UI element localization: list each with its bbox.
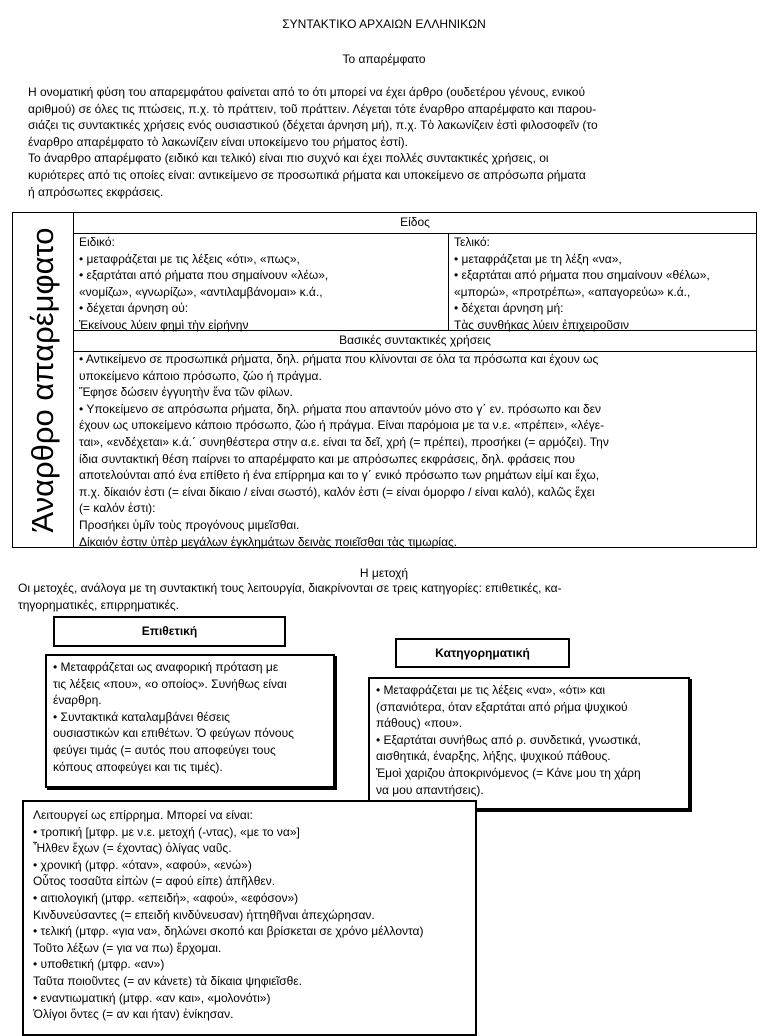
text-line: Τοῦτο λέξων (= για να πω) ἔρχομαι. xyxy=(33,940,222,955)
text-line: • Μεταφράζεται ως αναφορική πρόταση με xyxy=(53,660,279,674)
section-title-participle: Η μετοχή xyxy=(359,566,409,580)
text-line: Ειδικό: xyxy=(79,235,115,249)
section-title-infinitive: Το απαρέμφατο xyxy=(342,52,426,66)
text-line: • εξαρτάται από ρήματα που σημαίνουν «λέω», xyxy=(79,268,329,283)
text-line: • Μεταφράζεται με τις λέξεις «να», «ότι» και xyxy=(376,683,606,697)
page-title: ΣΥΝΤΑΚΤΙΚΟ ΑΡΧΑΙΩΝ ΕΛΛΗΝΙΚΩΝ xyxy=(282,17,486,31)
text-line: • Υποκείμενο σε απρόσωπα ρήματα, δηλ. ρήματα που απαντούν μόνο στο γ΄ εν. πρόσωπο και δεν xyxy=(79,401,601,416)
text-line: • μεταφράζεται με τη λέξη «να», xyxy=(454,251,622,266)
text-line: τις λέξεις «που», «ο οποίος». Συνήθως είναι xyxy=(53,676,287,691)
table-cell-uses xyxy=(74,351,756,550)
predicative-box xyxy=(368,677,690,810)
text-line: Ἦλθεν ἔχων (= έχοντας) ὀλίγας ναῦς. xyxy=(33,841,232,856)
text-line: κυριότερες από τις οποίες είναι: αντικείμενο σε προσωπικά ρήματα και υποκείμενο σε απρόσωπα ρήματα xyxy=(28,167,586,182)
text-line: π.χ. δίκαιόν ἐστι (= είναι δίκαιο / είναι σωστό), καλόν ἐστι (= είναι όμορφο / είναι καλό), καλῶς ἔχει xyxy=(79,484,595,499)
text-line: να μου απαντήσεις). xyxy=(376,782,484,797)
text-line: φεύγει τιμάς (= αυτός που αποφεύγει τους xyxy=(53,742,276,757)
text-line: «μπορώ», «προτρέπω», «απαγορεύω» κ.ά., xyxy=(454,284,691,299)
text-line: (= καλόν ἐστι): xyxy=(79,501,156,516)
table-side-label: Άναρθρο απαρέμφατο xyxy=(25,227,60,533)
predicative-label: Κατηγορηματική xyxy=(395,638,570,668)
text-line: • τροπική [μτφρ. με ν.ε. μετοχή (-ντας), «με το να»] xyxy=(33,824,300,839)
text-line: Ἔφησε δώσειν ἐγγυητὴν ἕνα τῶν φίλων. xyxy=(79,385,293,400)
text-line: πάθους) «που». xyxy=(376,716,463,731)
text-line: Ἐκείνους λύειν φημὶ τὴν εἰρήνην xyxy=(79,317,249,332)
text-line: αποτελούνται από ένα επίθετο ή ένα επίρρημα και το γ΄ ενικό πρόσωπο των ρημάτων εἰμί και ἔχω, xyxy=(79,468,600,483)
text-line: • Αντικείμενο σε προσωπικά ρήματα, δηλ. ρήματα που κλίνονται σε όλα τα πρόσωπα και έχουν ως xyxy=(79,352,599,366)
text-line: Οὗτος τοσαῦτα εἰπὼν (= αφού είπε) ἀπῆλθεν. xyxy=(33,874,276,889)
text-line: • αιτιολογική (μτφρ. «επειδή», «αφού», «εφόσον») xyxy=(33,890,299,905)
text-line: ίδια συντακτική θέση παίρνει το απαρέμφατο και με απρόσωπες εκφράσεις, δηλ. φράσεις που xyxy=(79,451,575,466)
table-cell-specific xyxy=(74,234,449,331)
table-cell-final xyxy=(449,234,756,331)
text-line: • χρονική (μτφρ. «όταν», «αφού», «ενώ») xyxy=(33,857,252,872)
text-line: Η ονοματική φύση του απαρεμφάτου φαίνεται από το ότι μπορεί να έχει άρθρο (ουδετέρου γένους, ενικού xyxy=(28,85,586,99)
adverbial-box xyxy=(22,800,477,1036)
text-line: έχουν ως υποκείμενο κάποιο πρόσωπο, ζώο ή πράγμα. Είναι παρόμοια με τα ν.ε. «πρέπει», «λέγε- xyxy=(79,418,605,433)
text-line: • μεταφράζεται με τις λέξεις «ότι», «πως», xyxy=(79,251,300,266)
text-line: Ὀλίγοι ὄντες (= αν και ήταν) ἐνίκησαν. xyxy=(33,1007,234,1022)
text-line: Τελικό: xyxy=(454,235,490,249)
text-line: ουσιαστικών και επιθέτων. Ὁ φεύγων πόνους xyxy=(53,726,294,741)
text-line: Το άναρθρο απαρέμφατο (ειδικό και τελικό) είναι πιο συχνό και έχει πολλές συντακτικές χρήσεις, οι xyxy=(28,151,549,166)
text-line: τηγορηματικές, επιρρηματικές. xyxy=(18,597,179,612)
text-line: σιάζει τις συντακτικές χρήσεις ενός ουσιαστικού (δέχεται άρνηση μή), π.χ. Τὸ λακωνίζειν ἐστὶ φιλοσοφεῖν (το xyxy=(28,118,598,133)
text-line: • τελική (μτφρ. «για να», δηλώνει σκοπό και βρίσκεται σε χρόνο μέλλοντα) xyxy=(33,924,424,939)
table-header-uses: Βασικές συντακτικές χρήσεις xyxy=(74,332,756,352)
text-line: Οι μετοχές, ανάλογα με τη συντακτική τους λειτουργία, διακρίνονται σε τρεις κατηγορίες: επιθετικές, κα- xyxy=(18,581,562,595)
text-line: υποκείμενο κάποιο πρόσωπο, ζώο ή πράγμα. xyxy=(79,368,322,383)
infinitive-table xyxy=(74,212,757,548)
text-line: Προσήκει ὑμῖν τοὺς προγόνους μιμεῖσθαι. xyxy=(79,517,300,532)
intro-paragraph xyxy=(28,84,748,200)
text-line: (σπανιότερα, όταν εξαρτάται από ρήμα ψυχικού xyxy=(376,699,628,714)
text-line: ται», «ενδέχεται» κ.ά.΄ συνηθέστερα στην α.ε. είναι τα δεῖ, χρή (= πρέπει), προσήκει (= αρμόζει). Την xyxy=(79,434,609,449)
text-line: Ἐμοὶ χαριζου ἀποκρινόμενος (= Κάνε μου τη χάρη xyxy=(376,765,641,780)
text-line: • εξαρτάται από ρήματα που σημαίνουν «θέλω», xyxy=(454,268,710,283)
attributive-label: Επιθετική xyxy=(53,616,286,647)
text-line: αριθμού) σε όλες τις πτώσεις, π.χ. τὸ πράττειν, τοῦ πράττειν. Λέγεται τότε έναρθρο απαρέμφατο και παρου- xyxy=(28,101,597,116)
text-line: έναρθρη. xyxy=(53,693,102,708)
table-header-kind: Είδος xyxy=(74,214,756,234)
text-line: Λειτουργεί ως επίρρημα. Μπορεί να είναι: xyxy=(33,808,253,822)
text-line: Κινδυνεύσαντες (= επειδή κινδύνευσαν) ἡττηθῆναι ἀπεχώρησαν. xyxy=(33,907,375,922)
text-line: Ταῦτα ποιοῦντες (= αν κάνετε) τὰ δίκαια ψηφιεῖσθε. xyxy=(33,973,302,988)
table-side-label-cell xyxy=(12,212,74,548)
attributive-box xyxy=(45,654,335,788)
text-line: Τὰς συνθήκας λύειν ἐπιχειροῦσιν xyxy=(454,317,629,332)
text-line: ή απρόσωπες εκφράσεις. xyxy=(28,184,164,199)
text-line: Δίκαιόν ἐστιν ὑπὲρ μεγάλων ἐγκλημάτων δεινὰς ποιεῖσθαι τὰς τιμωρίας. xyxy=(79,534,458,549)
text-line: «νομίζω», «γνωρίζω», «αντιλαμβάνομαι» κ.ά., xyxy=(79,284,323,299)
text-line: • εναντιωματική (μτφρ. «αν και», «μολονότι») xyxy=(33,990,271,1005)
text-line: κόπους αποφεύγει και τις τιμές). xyxy=(53,759,223,774)
text-line: • δέχεται άρνηση οὐ: xyxy=(79,301,189,316)
text-line: • υποθετική (μτφρ. «αν») xyxy=(33,957,165,972)
participle-intro xyxy=(18,580,748,613)
text-line: έναρθρο απαρέμφατο τὸ λακωνίζειν είναι υποκείμενο του ρήματος ἐστί). xyxy=(28,134,408,149)
text-line: • Συντακτικά καταλαμβάνει θέσεις xyxy=(53,709,230,724)
text-line: • δέχεται άρνηση μή: xyxy=(454,301,564,316)
text-line: • Εξαρτάται συνήθως από ρ. συνδετικά, γνωστικά, xyxy=(376,732,641,747)
text-line: αισθητικά, έναρξης, λήξης, ψυχικού πάθους. xyxy=(376,749,611,764)
